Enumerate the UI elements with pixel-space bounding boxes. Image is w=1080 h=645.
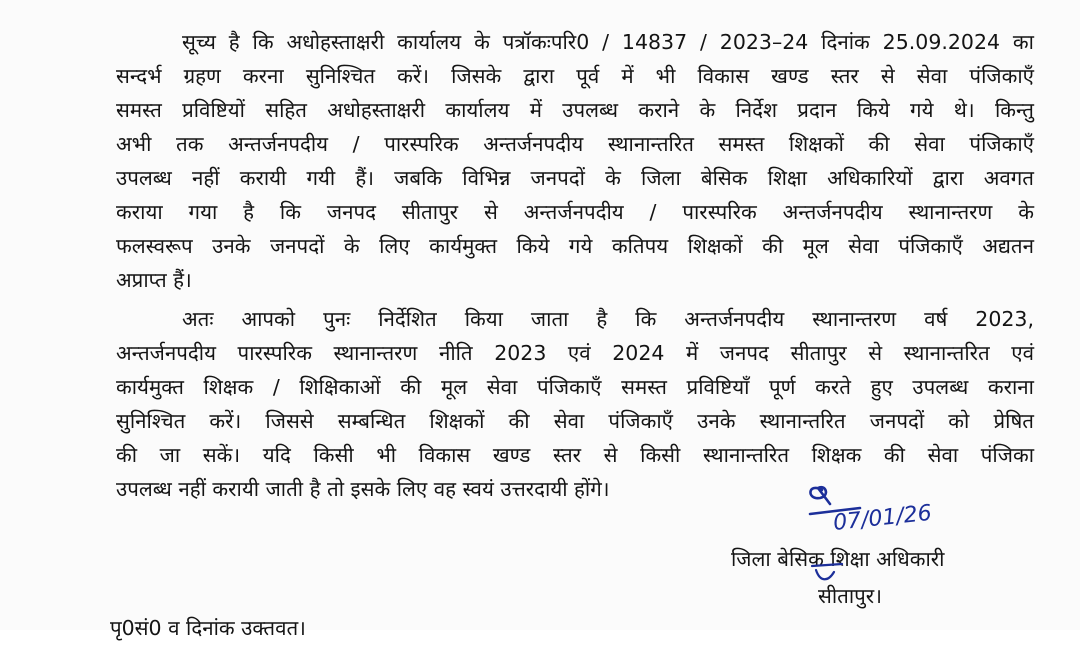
paragraph-1-line-5: उपलब्ध नहीं करायी गयी हैं। जबकि विभिन्न जनपदों के जिला बेसिक शिक्षा अधिकारियों द्वारा अवगत — [116, 166, 1034, 190]
paragraph-2-line-3: कार्यमुक्त शिक्षक / शिक्षिकाओं की मूल सेवा पंजिकाएँ समस्त प्रविष्टियाँ पूर्ण करते हुए उपलब्ध कराना — [116, 375, 1034, 399]
paragraph-2-line-2: अन्तर्जनपदीय पारस्परिक स्थानान्तरण नीति 2023 एवं 2024 में जनपद सीतापुर से स्थानान्तरित एवं — [116, 341, 1034, 365]
paragraph-2-line-1: अतः आपको पुनः निर्देशित किया जाता है कि अन्तर्जनपदीय स्थानान्तरण वर्ष 2023, — [182, 307, 1034, 331]
handwritten-date: 07/01/26 — [832, 500, 933, 536]
paragraph-1-line-1: सूच्य है कि अधोहस्ताक्षरी कार्यालय के पत्रॉकःपरि0 / 14837 / 2023–24 दिनांक 25.09.2024 का — [182, 30, 1034, 54]
footer-reference: पृ0सं0 व दिनांक उक्तवत। — [110, 616, 306, 640]
paragraph-1-line-4: अभी तक अन्तर्जनपदीय / पारस्परिक अन्तर्जनपदीय स्थानान्तरित समस्त शिक्षकों की सेवा पंजिकाएँ — [116, 132, 1034, 156]
signatory-place: सीतापुर। — [818, 584, 882, 608]
paragraph-2-line-6: उपलब्ध नहीं करायी जाती है तो इसके लिए वह स्वयं उत्तरदायी होंगे। — [116, 477, 610, 501]
handwritten-signature-date — [800, 470, 990, 540]
paragraph-1-line-7: फलस्वरूप उनके जनपदों के लिए कार्यमुक्त किये गये कतिपय शिक्षकों की मूल सेवा पंजिकाएँ अद्यतन — [116, 234, 1034, 258]
paragraph-2-line-4: सुनिश्चित करें। जिससे सम्बन्धित शिक्षकों की सेवा पंजिकाएँ उनके स्थानान्तरित जनपदों को प्रेषित — [116, 409, 1034, 433]
paragraph-2-line-5: की जा सकें। यदि किसी भी विकास खण्ड स्तर से किसी स्थानान्तरित शिक्षक की सेवा पंजिका — [116, 443, 1034, 467]
paragraph-1-line-2: सन्दर्भ ग्रहण करना सुनिश्चित करें। जिसके द्वारा पूर्व में भी विकास खण्ड स्तर से सेवा पंजिकाएँ — [116, 64, 1034, 88]
paragraph-1-line-8: अप्राप्त हैं। — [116, 268, 192, 292]
paragraph-1-line-6: कराया गया है कि जनपद सीतापुर से अन्तर्जनपदीय / पारस्परिक अन्तर्जनपदीय स्थानान्तरण के — [116, 200, 1034, 224]
paragraph-1-line-3: समस्त प्रविष्टियों सहित अधोहस्ताक्षरी कार्यालय में उपलब्ध कराने के निर्देश प्रदान किये गये थे। किन्तु — [116, 98, 1034, 122]
signatory-designation: जिला बेसिक शिक्षा अधिकारी — [731, 547, 945, 571]
